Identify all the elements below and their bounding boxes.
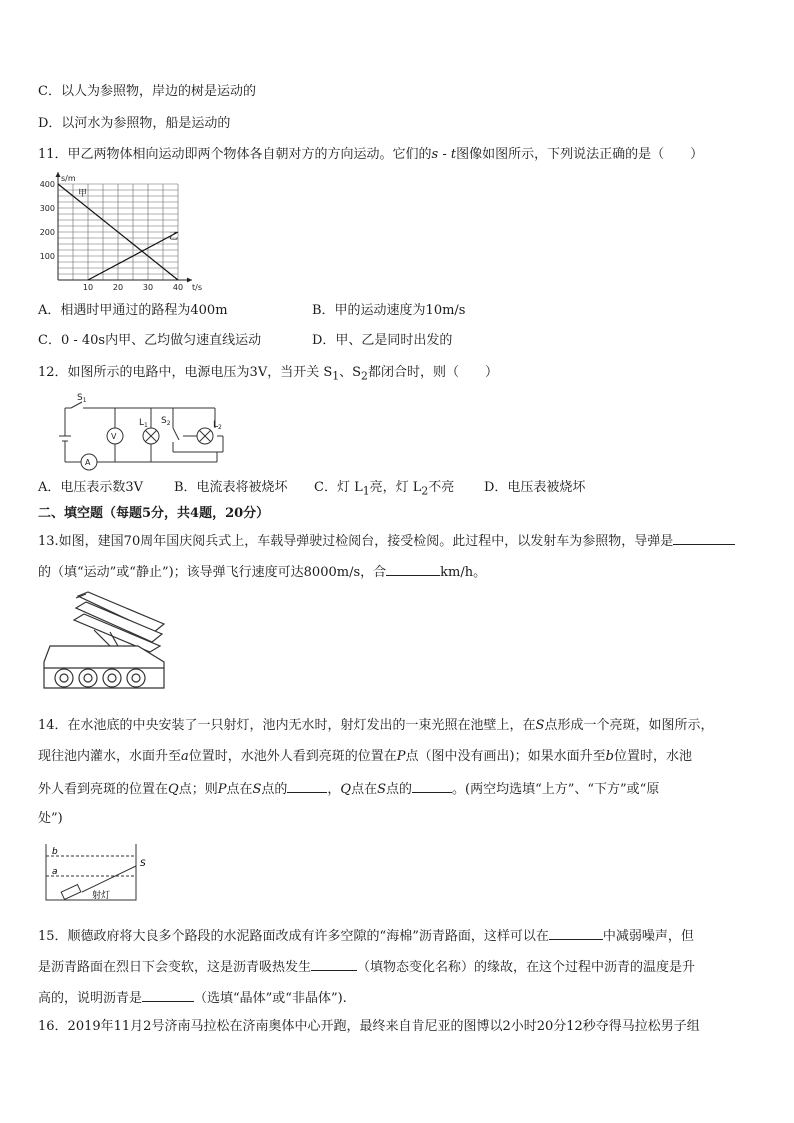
svg-text:射灯: 射灯 xyxy=(92,891,111,901)
series-label: 乙 xyxy=(169,232,179,243)
svg-text:L1: $L_1$ xyxy=(139,418,148,429)
circuit-diagram xyxy=(55,393,235,470)
y-axis-arrow xyxy=(56,172,61,177)
x-tick-label: 20 xyxy=(112,283,124,292)
svg-text:A: A xyxy=(85,458,91,467)
q13-line2: 的（填“运动”或“静止”)；该导弹飞行速度可达8000m/s，合 km/h。 xyxy=(38,561,486,583)
q11-option-b: B．甲的运动速度为10m/s xyxy=(312,303,466,318)
lamp-l2-symbol xyxy=(197,428,213,444)
q15-blank-3[interactable] xyxy=(142,987,194,1002)
chart-axes xyxy=(56,172,193,283)
q15-line1: 15．顺德政府将大良多个路段的水泥路面改成有许多空隙的“海棉”沥青路面，这样可以在 中减弱噪声，但 xyxy=(38,925,694,947)
light-beam xyxy=(82,866,136,892)
y-axis-label: s/m xyxy=(61,174,76,183)
q12-stem: 12．如图所示的电路中，电源电压为3V，当开关 $S_1$、$S_2$都闭合时，则（ ） xyxy=(38,365,498,383)
q11-option-d: D．甲、乙是同时出发的 xyxy=(312,333,453,348)
q14-line1: 14．在水池底的中央安装了一只射灯，池内无水时，射灯发出的一束光照在池壁上，在S点形成一个亮斑，如图所示， xyxy=(38,718,714,733)
st-chart xyxy=(30,170,200,295)
q14-blank-1[interactable] xyxy=(287,778,327,793)
q11-stem: 11．甲乙两物体相向运动即两个物体各自朝对方的方向运动。它们的s - t图像如图所示，下列说法正确的是（ ） xyxy=(38,147,704,162)
q12-option-c: C．灯 $L_1$亮，灯 $L_2$不亮 xyxy=(314,480,455,498)
svg-text:S1: $S_1$ xyxy=(77,393,87,404)
x-tick-label: 10 xyxy=(82,283,94,292)
q12-option-a: A．电压表示数3V xyxy=(38,480,144,495)
svg-text:b: b xyxy=(52,847,58,857)
q14-line4: 处”) xyxy=(38,811,63,826)
q14-line3: 外人看到亮斑的位置在Q点；则P点在S点的 ，Q点在S点的 。(两空均选填“上方”、“下方”或“原 xyxy=(38,778,659,800)
q14-line2: 现往池内灌水，水面升至a位置时，水池外人看到亮斑的位置在P点（图中没有画出)；如果水面升至b位置时，水池 xyxy=(38,749,692,764)
q12-option-d: D．电压表被烧坏 xyxy=(484,480,586,495)
svg-text:L2: $L_2$ xyxy=(213,420,222,431)
x-axis-label: t/s xyxy=(192,283,202,292)
q10-option-d: D．以河水为参照物，船是运动的 xyxy=(38,116,231,131)
q13-blank-1[interactable] xyxy=(673,530,735,545)
svg-text:a: a xyxy=(52,867,58,877)
svg-text:V: V xyxy=(111,432,117,441)
missile-launcher-figure xyxy=(36,588,176,700)
lamp-symbol xyxy=(61,885,81,900)
q11-option-c: C．0 - 40s内甲、乙均做匀速直线运动 xyxy=(38,333,262,348)
x-tick-label: 30 xyxy=(142,283,154,292)
x-tick-label: 40 xyxy=(172,283,184,292)
section-title: 二、填空题（每题5分，共4题，20分） xyxy=(38,506,270,521)
switch-s2-blade xyxy=(173,428,179,440)
q15-line2: 是沥青路面在烈日下会变软，这是沥青吸热发生 （填物态变化名称）的缘故，在这个过程中沥青的温度是升 xyxy=(38,956,695,978)
q10-option-c: C．以人为参照物，岸边的树是运动的 xyxy=(38,84,256,99)
q12-option-b: B．电流表将被烧坏 xyxy=(174,480,288,495)
lamp-l1-symbol xyxy=(143,428,159,444)
y-tick-label: 100 xyxy=(39,252,55,261)
q15-blank-1[interactable] xyxy=(549,925,603,940)
svg-text:S: S xyxy=(140,859,146,869)
q11-option-a: A．相遇时甲通过的路程为400m xyxy=(38,303,228,318)
svg-text:S2: $S_2$ xyxy=(161,416,171,427)
q16-line1: 16．2019年11月2号济南马拉松在济南奥体中心开跑，最终来自肯尼亚的图博以2小时20分12秒夺得马拉松男子组 xyxy=(38,1019,700,1034)
q14-blank-2[interactable] xyxy=(412,778,452,793)
q13-blank-2[interactable] xyxy=(386,561,440,576)
y-tick-label: 300 xyxy=(39,204,55,213)
q13-line1: 13.如图，建国70周年国庆阅兵式上，车载导弹驶过检阅台，接受检阅。此过程中，以发射车为参照物，导弹是 xyxy=(38,530,735,552)
x-axis-arrow xyxy=(187,278,192,283)
q15-line3: 高的，说明沥青是 （选填“晶体”或“非晶体”). xyxy=(38,987,347,1009)
series-label: 甲 xyxy=(78,189,88,199)
y-tick-label: 400 xyxy=(39,180,55,189)
pool-figure xyxy=(40,842,150,902)
y-tick-label: 200 xyxy=(39,228,55,237)
q15-blank-2[interactable] xyxy=(311,956,357,971)
